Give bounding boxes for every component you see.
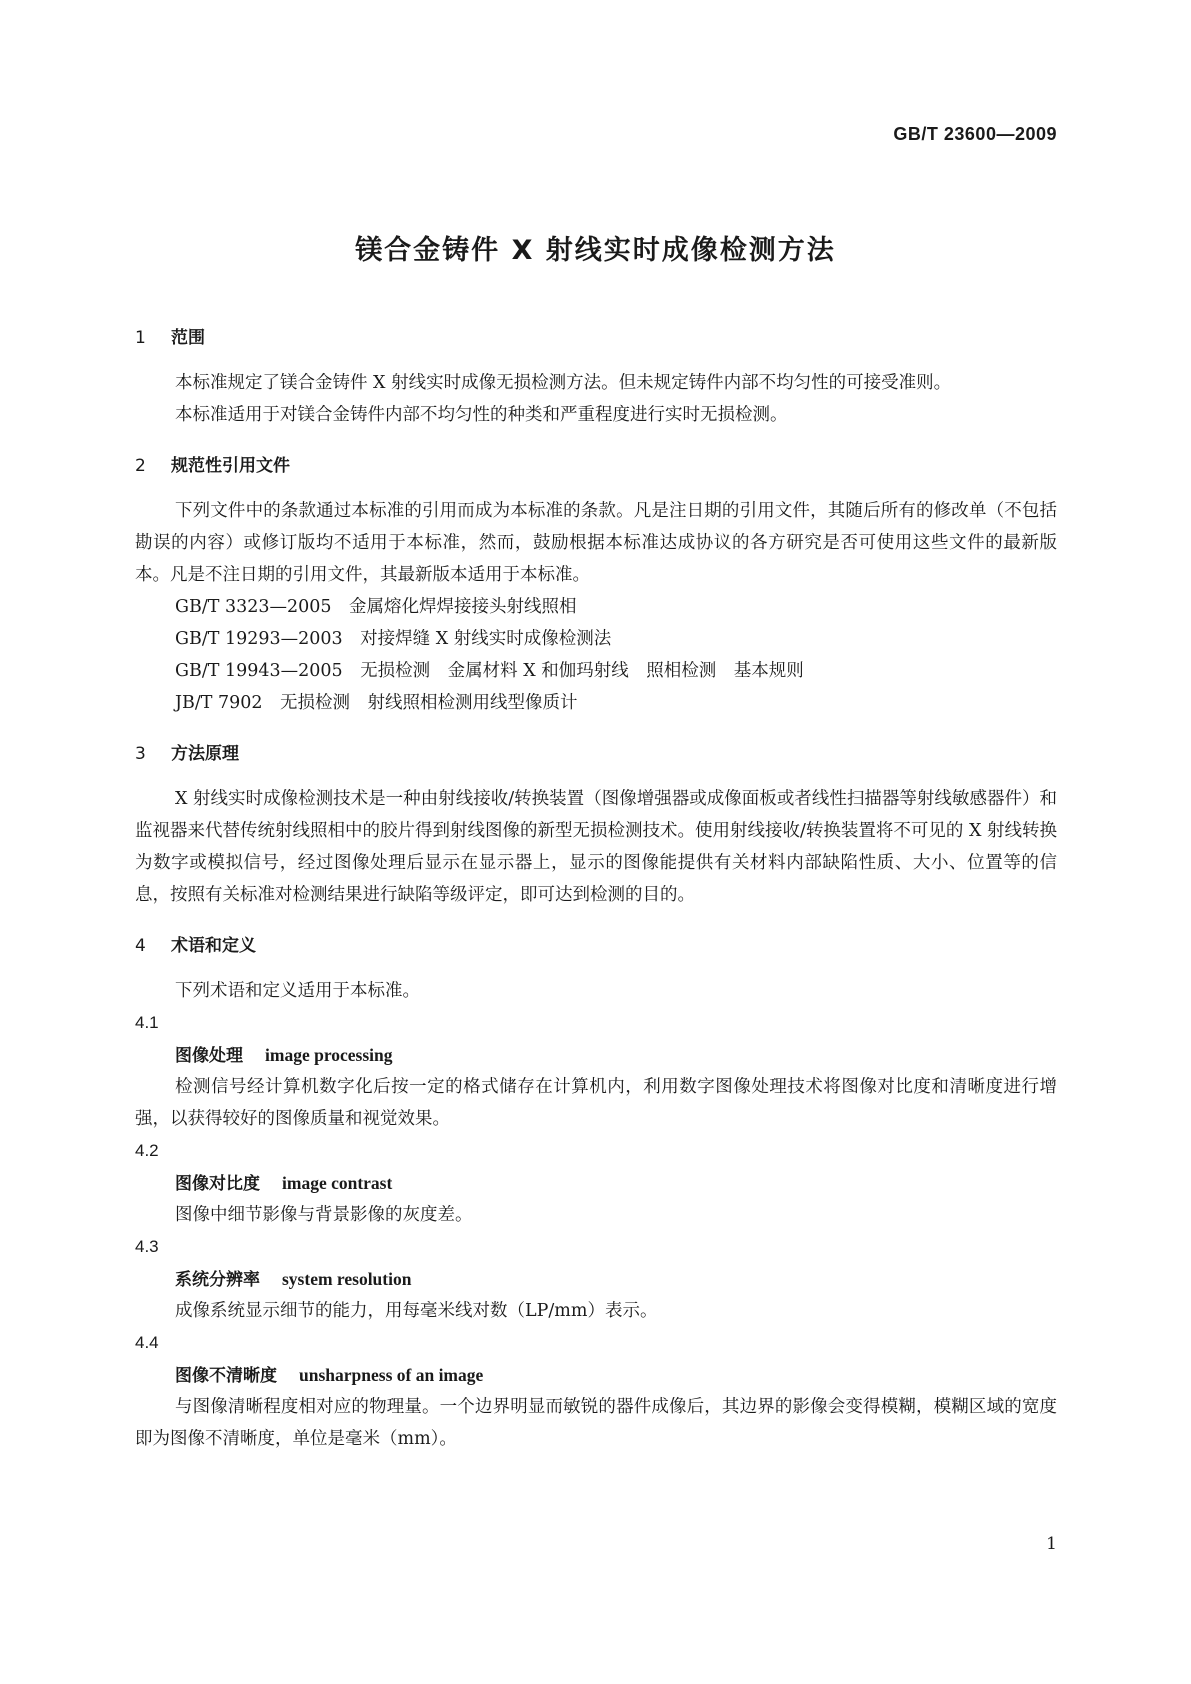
- term-en: image contrast: [282, 1173, 393, 1193]
- document-body: [135, 323, 1057, 1455]
- term-heading: [135, 1039, 1057, 1071]
- term-number: 4.2: [135, 1141, 159, 1160]
- section-3-paragraph: X 射线实时成像检测技术是一种由射线接收/转换装置（图像增强器或成像面板或者线性扫描器等射线敏感器件）和监视器来代替传统射线照相中的胶片得到射线图像的新型无损检测技术。使用射线接收/转换装置将不可见的 X 射线转换为数字或模拟信号，经过图像处理后显示在显示器上，显示的图像能提供有关材料内部缺陷性质、大小、位置等的信息，按照有关标准对检测结果进行缺陷等级评定，即可达到检测的目的。: [135, 789, 1057, 905]
- term-definition: 与图像清晰程度相对应的物理量。一个边界明显而敏锐的器件成像后，其边界的影像会变得模糊，模糊区域的宽度即为图像不清晰度，单位是毫米（mm）。: [135, 1397, 1057, 1449]
- standard-code: GB/T 23600—2009: [893, 124, 1057, 144]
- term-en: system resolution: [282, 1269, 412, 1289]
- term-zh: 图像不清晰度: [175, 1366, 277, 1386]
- term-zh: 系统分辨率: [175, 1270, 260, 1290]
- section-number: 2: [135, 456, 146, 476]
- section-4-intro: 下列术语和定义适用于本标准。: [175, 981, 420, 1001]
- section-title: 术语和定义: [171, 936, 256, 956]
- term-number: 4.4: [135, 1333, 159, 1352]
- document-title: 镁合金铸件 X 射线实时成像检测方法: [355, 235, 836, 266]
- section-3-heading: [135, 739, 1057, 769]
- section-1-paragraph-2: 本标准适用于对镁合金铸件内部不均匀性的种类和严重程度进行实时无损检测。: [175, 405, 788, 425]
- term-definition: 图像中细节影像与背景影像的灰度差。: [175, 1205, 473, 1225]
- section-2-heading: [135, 451, 1057, 481]
- term-zh: 图像处理: [175, 1046, 243, 1066]
- term-number: 4.3: [135, 1237, 159, 1256]
- term-en: image processing: [265, 1045, 393, 1065]
- term-zh: 图像对比度: [175, 1174, 260, 1194]
- term-definition: 成像系统显示细节的能力，用每毫米线对数（LP/mm）表示。: [175, 1301, 658, 1321]
- section-number: 3: [135, 744, 146, 764]
- section-2-intro: 下列文件中的条款通过本标准的引用而成为本标准的条款。凡是注日期的引用文件，其随后所有的修改单（不包括勘误的内容）或修订版均不适用于本标准，然而，鼓励根据本标准达成协议的各方研究是否可使用这些文件的最新版本。凡是不注日期的引用文件，其最新版本适用于本标准。: [135, 501, 1057, 585]
- reference-item: GB/T 19943—2005 无损检测 金属材料 X 和伽玛射线 照相检测 基本规则: [175, 661, 804, 681]
- term-definition: 检测信号经计算机数字化后按一定的格式储存在计算机内，利用数字图像处理技术将图像对比度和清晰度进行增强，以获得较好的图像质量和视觉效果。: [135, 1077, 1057, 1129]
- term-number: 4.1: [135, 1013, 159, 1032]
- term-heading: [135, 1263, 1057, 1295]
- reference-item: JB/T 7902 无损检测 射线照相检测用线型像质计: [175, 693, 578, 713]
- reference-item: GB/T 3323—2005 金属熔化焊焊接接头射线照相: [175, 597, 577, 617]
- term-heading: [135, 1359, 1057, 1391]
- section-title: 规范性引用文件: [171, 456, 290, 476]
- page-number: 1: [1046, 1534, 1057, 1554]
- section-title: 方法原理: [171, 744, 239, 764]
- section-number: 1: [135, 328, 146, 348]
- reference-item: GB/T 19293—2003 对接焊缝 X 射线实时成像检测法: [175, 629, 612, 649]
- section-4-heading: [135, 931, 1057, 961]
- section-1-heading: [135, 323, 1057, 353]
- section-1-paragraph-1: 本标准规定了镁合金铸件 X 射线实时成像无损检测方法。但未规定铸件内部不均匀性的可接受准则。: [175, 373, 952, 393]
- term-heading: [135, 1167, 1057, 1199]
- term-en: unsharpness of an image: [299, 1365, 484, 1385]
- section-title: 范围: [171, 328, 205, 348]
- section-number: 4: [135, 936, 146, 956]
